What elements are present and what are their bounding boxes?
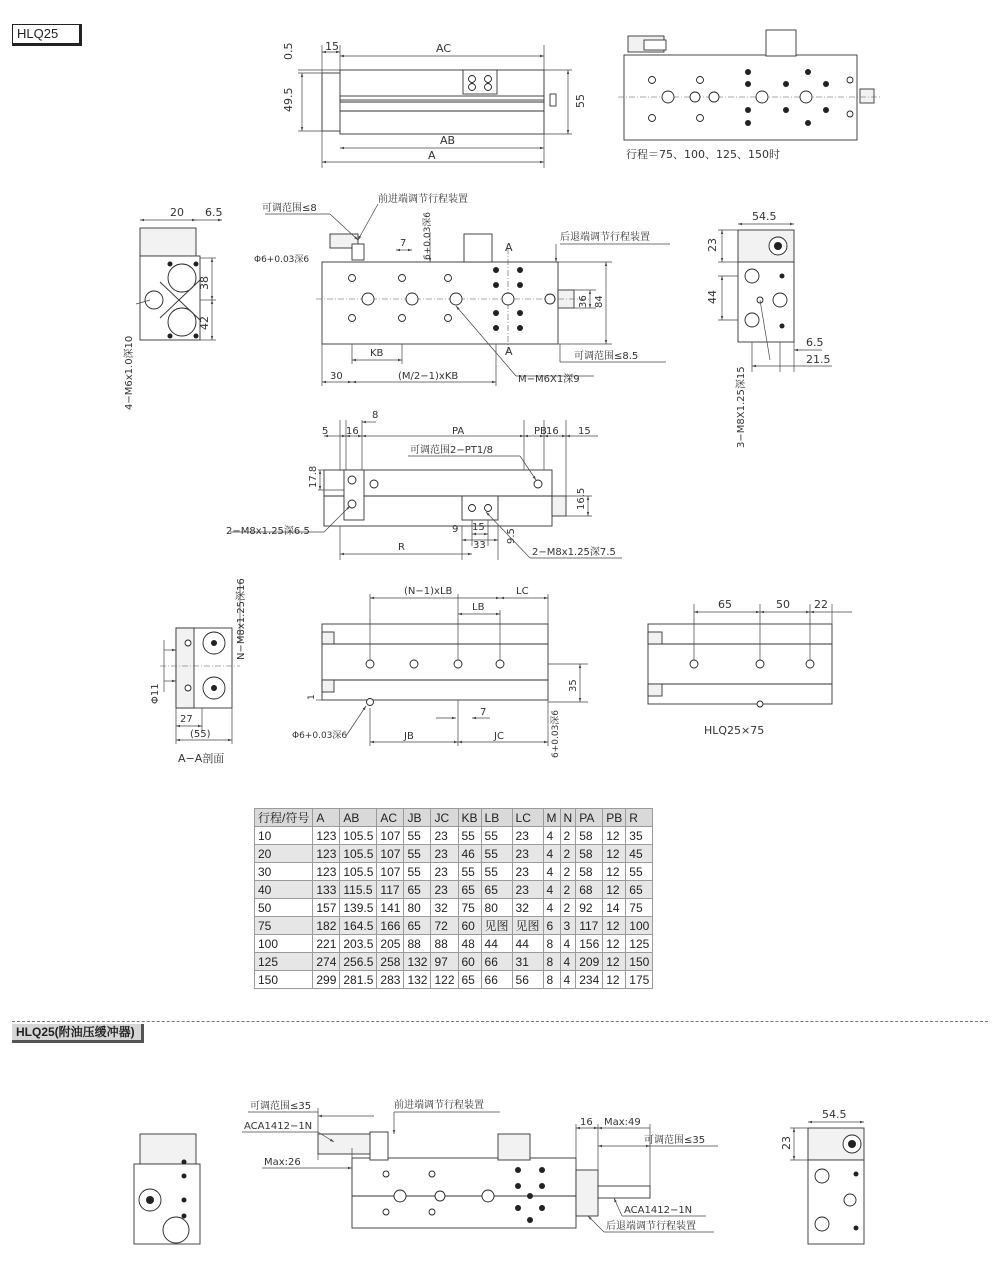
thread-m8-7-5: 2−M8x1.25深7.5	[532, 547, 616, 558]
dim-6-5: 6.5	[205, 206, 223, 219]
adjust-left: 可调范围≤35	[250, 1101, 312, 1112]
hole-tolerance-b: Φ6+0.03深6	[292, 731, 348, 741]
table-header: KB	[458, 809, 481, 827]
adjust-range-pt: 可调范围2−PT1/8	[410, 445, 493, 456]
dim-36: 36	[578, 295, 589, 308]
dim-27: 27	[180, 714, 193, 725]
table-cell: 23	[512, 845, 543, 863]
thread-m8-6-5: 2−M8x1.25深6.5	[226, 526, 310, 537]
table-cell: 125	[626, 935, 653, 953]
table-cell: 100	[626, 917, 653, 935]
table-cell: 12	[603, 827, 626, 845]
table-cell: 141	[377, 899, 404, 917]
table-cell: 123	[313, 827, 340, 845]
table-cell: 23	[431, 827, 458, 845]
table-cell: 4	[543, 827, 560, 845]
table-cell: 35	[626, 827, 653, 845]
table-row	[255, 827, 653, 845]
table-header: 行程/符号	[255, 809, 313, 827]
table-cell: 31	[512, 953, 543, 971]
table-header: AB	[340, 809, 377, 827]
dim-50: 50	[776, 598, 790, 611]
table-cell: 123	[313, 845, 340, 863]
table-cell: 281.5	[340, 971, 377, 989]
table-cell: 2	[560, 863, 576, 881]
table-cell: 58	[576, 845, 603, 863]
table-cell: 12	[603, 935, 626, 953]
view-buffer-front	[242, 1098, 718, 1232]
view-left-side	[123, 206, 223, 410]
table-cell: 75	[626, 899, 653, 917]
table-cell: 23	[431, 881, 458, 899]
table-cell: 23	[431, 863, 458, 881]
table-header: JC	[431, 809, 458, 827]
table-cell: 55	[481, 827, 512, 845]
table-cell: 8	[543, 953, 560, 971]
dim-9: 9	[452, 524, 459, 535]
dim-55: 55	[574, 94, 587, 108]
table-cell: 23	[512, 863, 543, 881]
table-cell: 3	[560, 917, 576, 935]
table-cell: 100	[255, 935, 313, 953]
table-cell: 88	[404, 935, 431, 953]
dim-54-5: 54.5	[752, 210, 777, 223]
view-middle-front	[226, 410, 622, 560]
table-cell: 12	[603, 953, 626, 971]
hole-depth-vertical: 6+0.03深6	[423, 211, 433, 260]
table-body	[255, 827, 653, 989]
table-cell: 66	[481, 971, 512, 989]
table-cell: 256.5	[340, 953, 377, 971]
table-cell: 60	[458, 953, 481, 971]
table-cell: 132	[404, 971, 431, 989]
table-cell: 2	[560, 845, 576, 863]
table-cell: 55	[481, 845, 512, 863]
dim-49-5: 49.5	[282, 87, 295, 112]
table-cell: 97	[431, 953, 458, 971]
table-cell: 209	[576, 953, 603, 971]
table-cell: 46	[458, 845, 481, 863]
aca-right: ACA1412−1N	[624, 1205, 693, 1216]
table-cell: 65	[481, 881, 512, 899]
table-cell: 58	[576, 827, 603, 845]
section-aa-label: A−A剖面	[178, 752, 225, 765]
table-cell: 见图	[481, 917, 512, 935]
dim-kb: KB	[370, 348, 384, 359]
table-cell: 274	[313, 953, 340, 971]
table-header: N	[560, 809, 576, 827]
dim-ab: AB	[440, 134, 456, 147]
dim-35: 35	[568, 679, 579, 692]
table-cell: 132	[404, 953, 431, 971]
table-cell: 80	[481, 899, 512, 917]
table-cell: 60	[458, 917, 481, 935]
table-cell: 157	[313, 899, 340, 917]
table-cell: 48	[458, 935, 481, 953]
table-cell: 105.5	[340, 845, 377, 863]
table-cell: 44	[481, 935, 512, 953]
table-cell: 4	[543, 899, 560, 917]
thread-4m6: 4−M6x1.0深10	[124, 335, 135, 410]
view-section-aa	[150, 578, 247, 765]
table-cell: 92	[576, 899, 603, 917]
table-cell: 107	[377, 845, 404, 863]
front-adjuster-b: 前进端调节行程装置	[394, 1100, 484, 1111]
view-right-side	[706, 210, 832, 448]
table-cell: 12	[603, 971, 626, 989]
section2-title: HLQ25(附油压缓冲器)	[12, 1024, 144, 1043]
max-left: Max:26	[264, 1157, 301, 1168]
dim-mkb: (M/2−1)xKB	[398, 371, 459, 382]
table-cell: 30	[255, 863, 313, 881]
dim-7b: 7	[480, 707, 487, 718]
dim-33: 33	[473, 540, 486, 551]
table-header: PB	[603, 809, 626, 827]
adjust-rear-range: 可调范围≤8.5	[574, 351, 639, 362]
dim-30: 30	[330, 371, 343, 382]
table-cell: 23	[512, 827, 543, 845]
table-cell: 4	[543, 881, 560, 899]
dim-15: 15	[325, 40, 339, 53]
table-cell: 23	[512, 881, 543, 899]
dim-15b: 15	[472, 522, 485, 533]
table-cell: 12	[603, 845, 626, 863]
table-cell: 283	[377, 971, 404, 989]
dim-65: 65	[718, 598, 732, 611]
table-row	[255, 863, 653, 881]
dim-15: 15	[578, 426, 591, 437]
table-cell: 258	[377, 953, 404, 971]
section-a-bottom: A	[505, 345, 513, 358]
dim-ac: AC	[436, 42, 452, 55]
dim-pb: PB	[534, 426, 547, 437]
table-cell: 182	[313, 917, 340, 935]
table-cell: 68	[576, 881, 603, 899]
table-row	[255, 953, 653, 971]
table-cell: 166	[377, 917, 404, 935]
dim-pa: PA	[452, 426, 465, 437]
table-cell: 55	[458, 827, 481, 845]
thread-n-m8: N−M8x1.25深16	[236, 578, 247, 660]
table-cell: 65	[404, 881, 431, 899]
dim-22: 22	[814, 598, 828, 611]
model-title: HLQ25	[12, 24, 82, 46]
table-cell: 117	[576, 917, 603, 935]
dim-23-b: 23	[780, 1136, 793, 1150]
aca-left: ACA1412−1N	[244, 1121, 313, 1132]
table-cell: 32	[431, 899, 458, 917]
table-header: AC	[377, 809, 404, 827]
view-hlq25x75	[648, 598, 852, 737]
dim-1: 1	[307, 694, 317, 700]
table-cell: 75	[255, 917, 313, 935]
table-cell: 14	[603, 899, 626, 917]
table-cell: 2	[560, 899, 576, 917]
table-header: R	[626, 809, 653, 827]
table-cell: 107	[377, 827, 404, 845]
hlq25x75-label: HLQ25×75	[704, 724, 765, 737]
table-header: LB	[481, 809, 512, 827]
table-cell: 299	[313, 971, 340, 989]
table-row	[255, 935, 653, 953]
table-cell: 55	[626, 863, 653, 881]
table-cell: 58	[576, 863, 603, 881]
table-cell: 164.5	[340, 917, 377, 935]
dim-17-8: 17.8	[308, 465, 319, 488]
table-cell: 44	[512, 935, 543, 953]
table-cell: 80	[404, 899, 431, 917]
table-cell: 见图	[512, 917, 543, 935]
table-cell: 117	[377, 881, 404, 899]
view-buffer-left	[134, 1134, 200, 1244]
table-cell: 221	[313, 935, 340, 953]
dim-38: 38	[198, 276, 211, 290]
table-cell: 66	[481, 953, 512, 971]
dim-16: 16	[346, 426, 359, 437]
table-row	[255, 971, 653, 989]
table-row	[255, 845, 653, 863]
table-cell: 234	[576, 971, 603, 989]
table-cell: 50	[255, 899, 313, 917]
rear-adjuster-b: 后退端调节行程装置	[606, 1221, 696, 1232]
table-header: A	[313, 809, 340, 827]
table-cell: 88	[431, 935, 458, 953]
table-cell: 133	[313, 881, 340, 899]
table-cell: 139.5	[340, 899, 377, 917]
max-right: Max:49	[604, 1117, 641, 1128]
table-cell: 150	[626, 953, 653, 971]
dim-42: 42	[198, 316, 211, 330]
dim-9-5: 9.5	[506, 528, 517, 544]
table-cell: 12	[603, 863, 626, 881]
table-cell: 105.5	[340, 827, 377, 845]
table-cell: 65	[404, 917, 431, 935]
table-cell: 23	[431, 845, 458, 863]
dim-16-b: 16	[580, 1117, 593, 1128]
table-cell: 125	[255, 953, 313, 971]
table-cell: 123	[313, 863, 340, 881]
table-header: PA	[576, 809, 603, 827]
view-bottom-front	[292, 586, 588, 758]
table-cell: 6	[543, 917, 560, 935]
dim-21-5: 21.5	[806, 353, 831, 366]
adjust-front-range: 可调范围≤8	[262, 203, 317, 214]
rear-adjuster-label: 后退端调节行程装置	[560, 232, 650, 243]
dim-20: 20	[170, 206, 184, 219]
table-cell: 156	[576, 935, 603, 953]
table-cell: 20	[255, 845, 313, 863]
section-a-top: A	[505, 241, 513, 254]
dim-jc: JC	[494, 731, 504, 742]
table-cell: 65	[458, 971, 481, 989]
table-cell: 55	[404, 827, 431, 845]
table-cell: 55	[404, 863, 431, 881]
dim-8: 8	[372, 410, 379, 421]
dim-23: 23	[706, 238, 719, 252]
dim-84: 84	[594, 295, 605, 308]
table-header-row	[255, 809, 653, 827]
table-row	[255, 899, 653, 917]
table-cell: 32	[512, 899, 543, 917]
table-cell: 4	[560, 935, 576, 953]
table-cell: 65	[626, 881, 653, 899]
table-header: LC	[512, 809, 543, 827]
dim-6-5-right: 6.5	[806, 336, 824, 349]
view-front-top	[282, 40, 587, 168]
dimension-table	[254, 808, 653, 989]
table-cell: 56	[512, 971, 543, 989]
table-header: M	[543, 809, 560, 827]
table-cell: 12	[603, 917, 626, 935]
table-cell: 2	[560, 827, 576, 845]
dim-a: A	[428, 149, 436, 162]
dim-55-paren: (55)	[190, 729, 211, 740]
dim-top-gap: 0.5	[282, 42, 295, 60]
table-cell: 10	[255, 827, 313, 845]
dim-lc: LC	[516, 586, 529, 597]
table-cell: 2	[560, 881, 576, 899]
table-row	[255, 881, 653, 899]
dim-54-5-b: 54.5	[822, 1108, 847, 1121]
table-cell: 150	[255, 971, 313, 989]
dim-16-5: 16.5	[576, 487, 587, 510]
depth-vertical-b: 6+0.03深6	[551, 709, 561, 758]
table-cell: 55	[481, 863, 512, 881]
table-cell: 107	[377, 863, 404, 881]
table-cell: 105.5	[340, 863, 377, 881]
table-cell: 205	[377, 935, 404, 953]
front-adjuster-label: 前进端调节行程装置	[378, 194, 468, 205]
table-cell: 55	[404, 845, 431, 863]
table-cell: 8	[543, 971, 560, 989]
table-header: JB	[404, 809, 431, 827]
dim-5: 5	[322, 426, 329, 437]
table-cell: 115.5	[340, 881, 377, 899]
thread-m: M−M6X1深9	[518, 374, 580, 385]
table-cell: 4	[560, 953, 576, 971]
dim-lb: LB	[472, 602, 485, 613]
table-cell: 40	[255, 881, 313, 899]
table-cell: 72	[431, 917, 458, 935]
dim-n-1-lb: (N−1)xLB	[404, 586, 453, 597]
table-cell: 122	[431, 971, 458, 989]
table-cell: 45	[626, 845, 653, 863]
table-cell: 8	[543, 935, 560, 953]
dim-7: 7	[400, 238, 407, 249]
view-main-front	[254, 192, 670, 386]
thread-3m8: 3−M8X1.25深15	[736, 366, 747, 448]
table-row	[255, 917, 653, 935]
table-cell: 175	[626, 971, 653, 989]
dim-16b: 16	[546, 426, 559, 437]
stroke-note: 行程＝75、100、125、150时	[626, 148, 780, 161]
dim-44: 44	[706, 290, 719, 304]
table-cell: 203.5	[340, 935, 377, 953]
adjust-right: 可调范围≤35	[644, 1135, 706, 1146]
table-cell: 12	[603, 881, 626, 899]
view-buffer-right	[780, 1108, 864, 1244]
table-cell: 4	[543, 863, 560, 881]
table-cell: 55	[458, 863, 481, 881]
hole-tolerance: Φ6+0.03深6	[254, 255, 310, 265]
table-cell: 4	[560, 971, 576, 989]
table-cell: 75	[458, 899, 481, 917]
dim-r: R	[398, 542, 405, 553]
dim-jb: JB	[404, 731, 414, 742]
table-cell: 4	[543, 845, 560, 863]
table-cell: 65	[458, 881, 481, 899]
dim-phi11: Φ11	[150, 683, 161, 704]
section-divider	[12, 1021, 988, 1022]
view-top-right	[618, 30, 880, 161]
